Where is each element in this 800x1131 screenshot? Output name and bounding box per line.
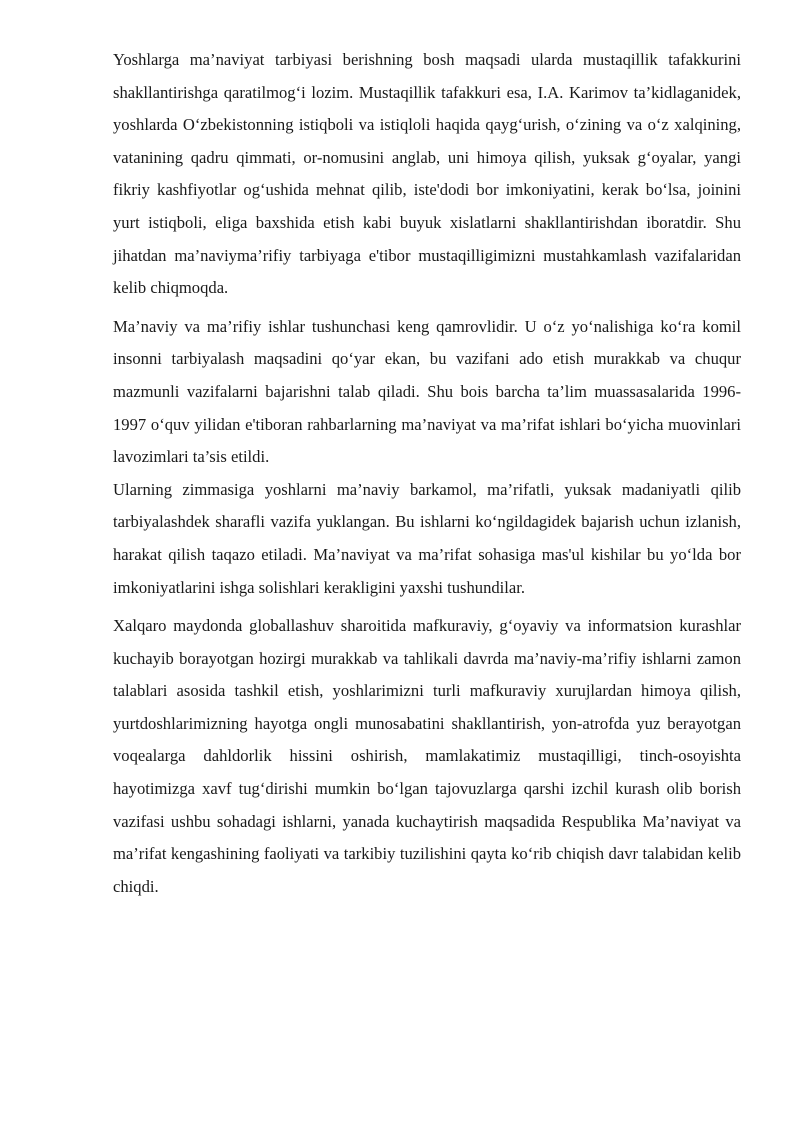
paragraph-4: Xalqaro maydonda globallashuv sharoitida mafkuraviy, g‘oyaviy va informatsion kurashlar kuchayib borayotgan hozirgi murakkab va tahlikali davrda ma’naviy-ma’rifiy ishlarni zamon talablari asosida tashkil etish, yoshlarimizni turli mafkuraviy xurujlardan himoya qilish, yurtdoshlarimizning hayotga ongli munosabatini shakllantirish, yon-atrofda yuz berayotgan voqealarga dahldorlik hissini oshirish, mamlakatimiz mustaqilligi, tinch-osoyishta hayotimizga xavf tug‘dirishi mumkin bo‘lgan tajovuzlarga qarshi izchil kurash olib borish vazifasi ushbu sohadagi ishlarni, yanada kuchaytirish maqsadida Respublika Ma’naviyat va ma’rifat kengashining faoliyati va tarkibiy tuzilishini qayta ko‘rib chiqish davr talabidan kelib chiqdi. xyxy=(113,616,741,896)
paragraph-1: Yoshlarga ma’naviyat tarbiyasi berishning bosh maqsadi ularda mustaqillik tafakkurini shakllantirishga qaratilmog‘i lozim. Mustaqillik tafakkuri esa, I.A. Karimov ta’kidlaganidek, yoshlarda O‘zbekistonning istiqboli va istiqloli haqida qayg‘urish, o‘zining va o‘z xalqining, vatanining qadru qimmati, or-nomusini anglab, uni himoya qilish, yuksak g‘oyalar, yangi fikriy kashfiyotlar og‘ushida mehnat qilib, iste'dodi bor imkoniyatini, kerak bo‘lsa, joinini yurt istiqboli, eliga baxshida etish kabi buyuk xislatlarni shakllantirishdan iboratdir. Shu jihatdan ma’naviyma’rifiy tarbiyaga e'tibor mustaqilligimizni mustahkamlash vazifalaridan kelib chiqmoqda. xyxy=(113,50,741,298)
paragraph-2: Ma’naviy va ma’rifiy ishlar tushunchasi keng qamrovlidir. U o‘z yo‘nalishiga ko‘ra komil insonni tarbiyalash maqsadini qo‘yar ekan, bu vazifani ado etish murakkab va chuqur mazmunli vazifalarni bajarishni talab qiladi. Shu bois barcha ta’lim muassasalarida 1996-1997 o‘quv yilidan e'tiboran rahbarlarning ma’naviyat va ma’rifat ishlari bo‘yicha muovinlari lavozimlari ta’sis etildi. xyxy=(113,316,741,467)
document-body xyxy=(113,44,741,903)
paragraph-3: Ularning zimmasiga yoshlarni ma’naviy barkamol, ma’rifatli, yuksak madaniyatli qilib tarbiyalashdek sharafli vazifa yuklangan. Bu ishlarni ko‘ngildagidek bajarish uchun izlanish, harakat qilish taqazo etiladi. Ma’naviyat va ma’rifat sohasiga mas'ul kishilar bu yo‘lda bor imkoniyatlarini ishga solishlari kerakligini yaxshi tushundilar. xyxy=(113,479,741,597)
